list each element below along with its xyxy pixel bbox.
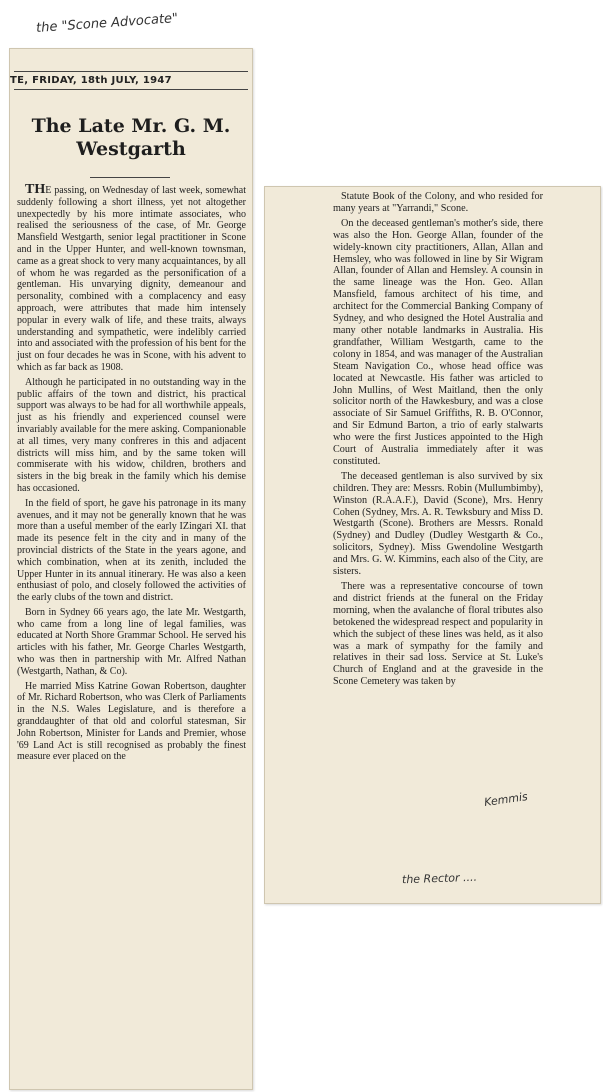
paragraph: He married Miss Katrine Gowan Robertson, daughter of Mr. Richard Robertson, who was Clerk of Parliaments in the N.S. Wales Legislature, and is therefore a granddaughter of that old and colorful statesman, Sir John Robertson, Minister for Lands and Premier, whose '69 Land Act is still recognised as probably the finest measure ever placed on the [17, 680, 246, 763]
dateline-bottom-rule [14, 89, 248, 90]
article-column-right [333, 191, 543, 691]
paragraph: Born in Sydney 66 years ago, the late Mr. Westgarth, who came from a long line of legal families, was educated at North Shore Grammar School. He served his articles with his father, Mr. George Charles Westgarth, who was then in partnership with Mr. Alfred Nathan (Westgarth, Nathan, & Co). [17, 606, 246, 677]
newspaper-clipping-left [9, 48, 253, 1090]
newspaper-clipping-right [264, 186, 601, 904]
paragraph: There was a representative concourse of town and district friends at the funeral on the Friday morning, when the avalanche of floral tributes also betokened the widespread respect and popularity in which the subject of these lines was held, as it also was a mark of sympathy for the family and relatives in their sad loss. Service at St. Luke's Church of England and at the graveside in the Scone Cemetery was taken by [333, 581, 543, 688]
headline-divider [90, 177, 170, 178]
paragraph: In the field of sport, he gave his patronage in its many avenues, and it may not be generally known that he was more than a useful member of the early IZingari XI. that made its pesence felt in the city and in many of the provincial districts of the State in the years agone, and which combination, when at its zenith, included the Upper Hunter in its annual itinerary. He was also a keen enthusiast of polo, and closely followed the activities of the early clubs of the town and district. [17, 497, 246, 604]
paragraph [17, 184, 246, 374]
paragraph-text: E passing, on Wednesday of last week, somewhat suddenly following a short illness, yet not altogether unexpectedly by his more intimate associates, who realised the seriousness of the case, of Mr. George Mansfield Westgarth, senior legal practitioner in Scone and in the Upper Hunter, and well-known townsman, came as a great shock to very many acquaintances, by all of whom he was regarded as the personification of a gentleman. His unvarying dignity, demeanour and personality, combined with a complacency and easy approach, were attributes that made him intensely popular in every walk of life, and these traits, always understanding and sympathetic, were indelibly carried into and associated with the profession of his bent for the just on four decades he was in Scone, with his advent to which as far back as 1908. [17, 185, 246, 373]
paragraph: Statute Book of the Colony, and who resided for many years at "Yarrandi," Scone. [333, 191, 543, 214]
handwritten-kemmis-correction: Kemmis [483, 790, 529, 809]
drop-cap: TH [25, 182, 46, 197]
handwritten-rector-note: the Rector .... [401, 870, 478, 887]
paragraph: On the deceased gentleman's mother's side, there was also the Hon. George Allan, founder of the widely-known city practitioners, Allan, Allan and Hemsley, who was followed in line by Sir Wigram Allan, founder of Allan and Hemsley. A counsin in the same lineage was the Hon. Geo. Allan Mansfield, famous architect of his time, and architect for the Commercial Banking Company of Sydney, and who designed the Hotel Australia and many other notable landmarks in Australia. His grandfather, William Westgarth, came to the colony in 1854, and was manager of the Australian Steam Navigation Co., whose head office was located at Newcastle. His father was articled to John Mullins, of West Maitland, then the only solicitor north of the Hawkesbury, and was a close associate of Sir Samuel Griffiths, R. B. O'Connor, and Sir Edmund Barton, a trio of early stalwarts who were the first Justices appointed to the High Court of Australia immediately after it was constituted. [333, 217, 543, 467]
dateline: TE, FRIDAY, 18th JULY, 1947 [10, 75, 172, 86]
article-column-left [17, 184, 246, 766]
paragraph: Although he participated in no outstanding way in the public affairs of the town and district, his practical support was always to be had for all worthwhile appeals, just as his friendly and experienced counsel were invariably available for the mere asking. Companionable at all times, very many confreres in this and adjacent districts will miss him, and by the same token will commiserate with his widow, children, brothers and sisters in the big break in the family which his demise has occasioned. [17, 376, 246, 494]
paragraph: The deceased gentleman is also survived by six children. They are: Messrs. Robin (Mullumbimby), Winston (R.A.A.F.), David (Scone), Mrs. Henry Cohen (Sydney, Mrs. A. R. Tewksbury and Miss D. Westgarth (Scone). Brothers are Messrs. Ronald (Sydney) and Dudley (Dudley Westgarth & Co., solicitors, Sydney). Miss Gwendoline Westgarth and Mrs. G. W. Kimmins, each also of the City, are sisters. [333, 470, 543, 578]
article-headline: The Late Mr. G. M. Westgarth [31, 115, 231, 160]
dateline-top-rule [14, 71, 248, 72]
handwritten-source-note: the "Scone Advocate" [35, 11, 179, 36]
